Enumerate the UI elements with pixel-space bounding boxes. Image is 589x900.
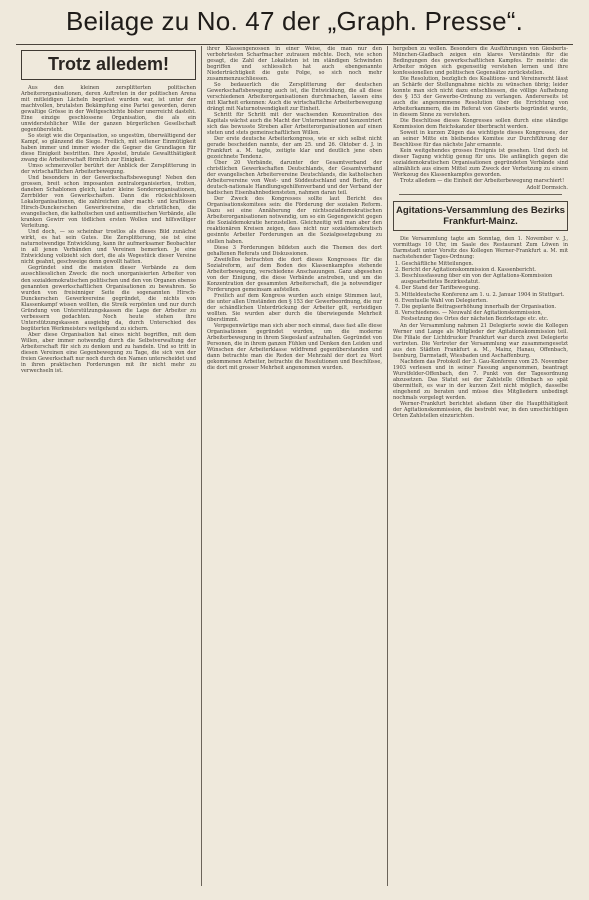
article-columns xyxy=(16,46,573,886)
paragraph: An der Versammlung nahmen 21 Delegierte sowie die Kollegen Werner und Lange als Mitglieder der Agitationskommission teil. Die Filiale der Lichtdrucker Frankfurt war durch zwei Delegierte vertreten. Die Vertreter der Versammlung war zusammengesetzt aus den Städten Frankfurt a. M., Mainz, Hanau, Offenbach, Isenburg, Darmstadt, Wiesbaden und Aschaffenburg. xyxy=(393,322,568,359)
agenda-item: 6. Eventuelle Wahl von Delegierten. xyxy=(395,297,488,304)
paragraph: Zweifellos betrachten die dort dieses Kongresses für die Sozialreform, auf dem Boden des Klassenkampfes stehende Arbeiterbewegung, verschiedene Anschauungen. Ganz abgesehen von der Einigung, die diese Verbände anstreben, und um die Konzentration der gesammten Arbeiterschaft, die ja notwendiger Forderungen gemeinsam aufstellen. xyxy=(207,256,382,293)
paragraph: hergeben zu wollen. Besonders die Ausführungen von Giesberts-München-Gladbach zeigen ein klares Verständnis für die Bedingungen des gewerkschaftlichen Kampfes. Er meinte: die Arbeiter mögen sich gegenseitig verstehen lernen und ihre konfessionellen und politischen Gegensätze zurückstellen. xyxy=(393,46,568,77)
paragraph: Soweit in kurzen Zügen das wichtigste dieses Kongresses, der an seiner Mitte ein bleibendes Komitee zur Durchführung der Beschlüsse für das nächste Jahr ernannte. xyxy=(393,130,568,149)
paragraph: Umso schmerzvoller berührt der Anblick der Zersplitterung in der wirtschaftlichen Arbeiterbewegung. xyxy=(21,163,196,176)
paragraph: Und doch, — so scheinbar trostlos als dieses Bild zunächst wirkt, es hat sein Gutes. Die Zersplitterung, sie ist eine naturnotwendige Entwicklung, kann ihr aufmerksamer Beobachter in all jenen Verbänden und Vereinen bemerken. Je eine Entwicklung vollzieht sich dort, die als Wegestück dieser Vereine nicht geahnt, geschweige denn gewollt hatten. xyxy=(21,229,196,266)
right-column-text xyxy=(393,46,568,184)
paragraph: Die Beschlüsse dieses Kongresses sollen durch eine ständige Kommission dem Reichskanzler überbracht werden. xyxy=(393,118,568,131)
left-column xyxy=(16,46,201,886)
paragraph: Vergegenwärtige man sich aber noch einmal, dass fast alle diese Organisationen gegründet wurden, um die moderne Arbeiterbewegung in ihrem Siegeslauf aufzuhalten. Gegründet von Personen, die in ihrem ganzen Fühlen und Denken den Leiden und Wünschen der Arbeiterklasse wildfremd gegenüberstanden und dann betrachte man die Reden der Mehrzahl der dort zu Wort gekommenen Arbeiter, betrachte die Resolutionen und Beschlüsse, die dort mit grosser Mehrheit angenommen wurden. xyxy=(207,322,382,371)
paragraph: ihrer Klassengenossen in einer Weise, die man nur den verbohrtesten Scharfmacher zutrauen möchte. Doch, wie schon gesagt, die Zahl der Lokalisten ist im ständigen Schwinden begriffen und schliesslich hat auch ebengenannte Niederträchtigkeit die gute Folge, so sich noch mehr zusammenzuschliessen. xyxy=(207,46,382,83)
paragraph: Schritt für Schritt mit der wachsenden Konzentration des Kapitals wächst auch die Macht der Unternehmer und konzentriert sich das bewusste Streben aller Arbeiterorganisationen auf einen steten und stets gemeinschaftlichen Willen. xyxy=(207,112,382,137)
paragraph: So steigt wie die Organisation, so ungestüm, überwältigend der Kampf, so glänzend die Siege. Freilich, mit seltener Einmütigkeit haben immer und immer wieder die Gegner die Grundlagen für diese Einigkeit bestritten. Ihre Apostel, brutale Gewaltthätigkeit zwang die Arbeiterschaft förmlich zur Einigkeit. xyxy=(21,133,196,164)
agenda-item: 4. Der Stand der Tarifbewegung. xyxy=(395,285,481,292)
section-divider xyxy=(399,194,562,195)
masthead-title: Beilage zu No. 47 der „Graph. Presse“. xyxy=(65,6,524,36)
paragraph: So bedauerlich die Zersplitterung der deutschen Gewerkschaftsbewegung auch ist, die Entwicklung, die all diese verschiedenen Arbeiterorganisationen durchmachen, lassen eins mit Klarheit erkennen: Auch die wirtschaftliche Arbeiterbewegung drängt mit Naturnotwendigkeit zur Einheit. xyxy=(207,82,382,113)
section-heading: Agitations-Versammlung des Bezirks Frankfurt-Mainz. xyxy=(393,201,568,231)
agenda-item: 2. Bericht der Agitationskommission d. Kassenbericht. xyxy=(395,267,536,274)
paragraph: Die Versammlung tagte am Sonntag, den 1. November v. J., vormittags 10 Uhr, im Saale des Restaurant Zum Löwen in Darmstadt unter Vorsitz des Kollegen Werner-Frankfurt a. M. mit nachstehender Tages-Ordnung: xyxy=(393,236,568,261)
masthead-rule xyxy=(16,44,573,45)
paragraph: Nachdem das Protokoll der 3. Gau-Konferenz vom 25. November 1903 verlesen und in seiner Fassung angenommen, beantragt Wurstfelder-Offenbach, den 7. Punkt von der Tagesordnung abzusetzen. Das Statut sei der Zahlstelle Offenbach so spät übermittelt, es war in der kurzen Zeit nicht möglich, dasselbe eingehend zu beraten und müsse dies Mitgliedern unbedingt nochmals vorgelegt werden. xyxy=(393,358,568,401)
agenda-item: 1. Geschäftliche Mitteilungen. xyxy=(395,261,474,268)
paragraph: Diese 3 Forderungen bildeten auch die Themen des dort gehaltenen Referats und Diskussionen. xyxy=(207,244,382,257)
paragraph: Der Zweck des Kongresses sollte laut Bericht des Organisationskomitees sein: die Förderung der sozialen Reform. Dazu sei eine Annäherung der nichtsozialdemokratischen Arbeiterorganisationen notwendig, um so ein Gegengewicht gegen die Sozialdemokratie herzustellen. Gleichzeitig will man aber den reaktionären Kreisen zeigen, dass nicht nur sozialdemokratisch gesinnte Arbeiter Forderungen an die Sozialgesetzgebung zu stellen haben. xyxy=(207,196,382,245)
paragraph: Werner-Frankfurt berichtet alsdann über die Hauptthätigkeit der Agitationskommission, die bestrebt war, in den umschichtigen Orten Zahlstellen einzurichten. xyxy=(393,400,568,419)
paragraph: Über 20 Verbände, darunter der Gesamtverband der christlichen Gewerkschaften Deutschlands, der Gesamtverband der evangelischen Arbeitervereine Deutschlands, die katholischen Arbeitervereine von West- und Süddeutschland und Berlin, der deutsch-nationale Handlungsgehilfenverband und der Verband der badischen Eisenbahnbediensteten, nahmen daran teil. xyxy=(207,160,382,197)
agenda-item: 3. Beschlussfassung über ein von der Agitations-Kommission ausgearbeitetes Bezirksstatut. xyxy=(395,273,553,286)
agenda-item: 5. Mitteldeutsche Konferenz am 1. u. 2. Januar 1904 in Stuttgart. xyxy=(395,291,565,298)
meeting-report-text-continued xyxy=(393,323,568,419)
paragraph: Und besonders in der Gewerkschaftsbewegung! Neben den grossen, breit schon imposanten zentralorganisierten, trotten, daneben Schablonen gleich, lauter kleine Sonderorganisationen, Zerrbilder von Gewerkschaften. Dann die rücksichtslosen Lokalorganisationen, die zahlreichen aber macht- und kraftlosen Hirsch-Dunckerschen Gewerkvereine, die christlichen, die evangelischen, die katholischen und antisemitischen Verbände, alle kranken Gewirr von tödlichen ersten Wollen und hilfswilliger Verleitung. xyxy=(21,175,196,230)
meeting-report-text xyxy=(393,236,568,260)
paragraph: Kein weitgehendes grosses Ereignis ist gesehen. Und doch ist dieser Tagung wichtig genug für uns. Die anfänglich gegen die sozialdemokratischen Organisationen gegründeten Verbände sind allmählich aus einem Mittel zum Zweck der Verhetzung zu einem Werkzeug des Klassenkampfes geworden. xyxy=(393,148,568,179)
middle-column-text xyxy=(207,46,382,371)
paragraph: Der erste deutsche Arbeiterkongress, wie er sich selbst nicht gerade bescheiden nannte, der am 25. und 26. Oktober d. J. in Frankfurt a. M. tagte, zeitigte klar und deutlich jene oben gezeichnete Tendenz. xyxy=(207,136,382,161)
agenda-item: 8. Verschiedenes. — Neuwahl der Agitationskommission, Festsetzung des Ortes der nächsten Bezirkstage etc. etc. xyxy=(395,309,549,322)
paragraph: Aus den kleinen zersplitterten politischen Arbeiterorganisationen, deren Auftreten in der politischen Arena mit mitleidigen Lächeln begrüsst wurden war, ist unter der machtvollen, brutalsten Bekämpfung eine Partei geworden, deren gewaltige Grösse in der Weltgeschichte bisher unerreicht dasteht. Eine einzige geschlossene Organisation, die als ein unwiderstehlicher Wille der ganzen bürgerlichen Gesellschaft gegenübersteht. xyxy=(21,85,196,134)
paragraph: Gegründet sind die meisten dieser Verbände zu dem ausschliesslichen Zweck: die noch unorganisierten Arbeiter von den sozialdemokratischen politischen und den von Organen ebenso genannten gewerkschaftlichen Organisationen zu bewahren. So wurden von freisinniger Seite die sogenannten Hirsch-Dunckerschen Gewerkvereine gegründet, die nichts von Klassenkampf wissen wollten, die Streik verpönten und nur durch Gründung von Unterstützungskassen die Lage der Arbeiter zu verbessern gedachten. Noch heute stehen ihre Unterstützungskassen ausgiebig da, durch Unterschied des begüterten Werkmeisters weitgehend zu sichern. xyxy=(21,265,196,332)
paragraph: Die Resolution, bezüglich des Koalitions- und Vereinsrecht lässt an Schärfe der Stellungnahme nichts zu wünschen übrig; leider konnte man sich nicht dazu entschliessen, die völlige Aufhebung des § 153 der Gewerbe-Ordnung zu verlangen. Andererseits ist auch die angenommene Resolution über die Errichtung von Arbeiterkammern, die im Referat von Giesberts begründet wurde, in diesem Sinne zu verstehen. xyxy=(393,76,568,119)
agenda-item: 7. Die geplante Beitragserhöhung innerhalb der Organisation. xyxy=(395,303,557,310)
left-column-text xyxy=(21,85,196,374)
article-headline: Trotz alledem! xyxy=(21,50,196,80)
right-column xyxy=(387,46,573,886)
article-signature: Adolf Dormsich. xyxy=(526,185,568,192)
paragraph: Freilich auf dem Kongress wurden auch einige Stimmen laut, die unter allen Umständen den § 153 der Gewerbeordnung, die nur der schändlichen Unterdrückung der Arbeiter gilt, verteidigen wollten. Sie wurden aber durch die überwiegende Mehrheit überstimmt. xyxy=(207,292,382,323)
agenda-list xyxy=(393,261,568,321)
paragraph: Trotz alledem — die Einheit der Arbeiterbewegung marschiert! xyxy=(400,178,565,185)
middle-column xyxy=(201,46,387,886)
paragraph: Aber diese Organisation hat eines nicht begriffen, mit dem Willen, aber immer notwendig durch die Selbstverwaltung der Arbeiterschaft für sich zu denken und zu handeln. Und so tritt in diesen Vereinen eine Gegenbewegung zu Tage, die sich von der freien Gewerkschaft nur noch durch den Namen unterscheidet und in ihren praktischen Forderungen mit ihr nicht mehr zu verwechseln ist. xyxy=(21,331,196,374)
